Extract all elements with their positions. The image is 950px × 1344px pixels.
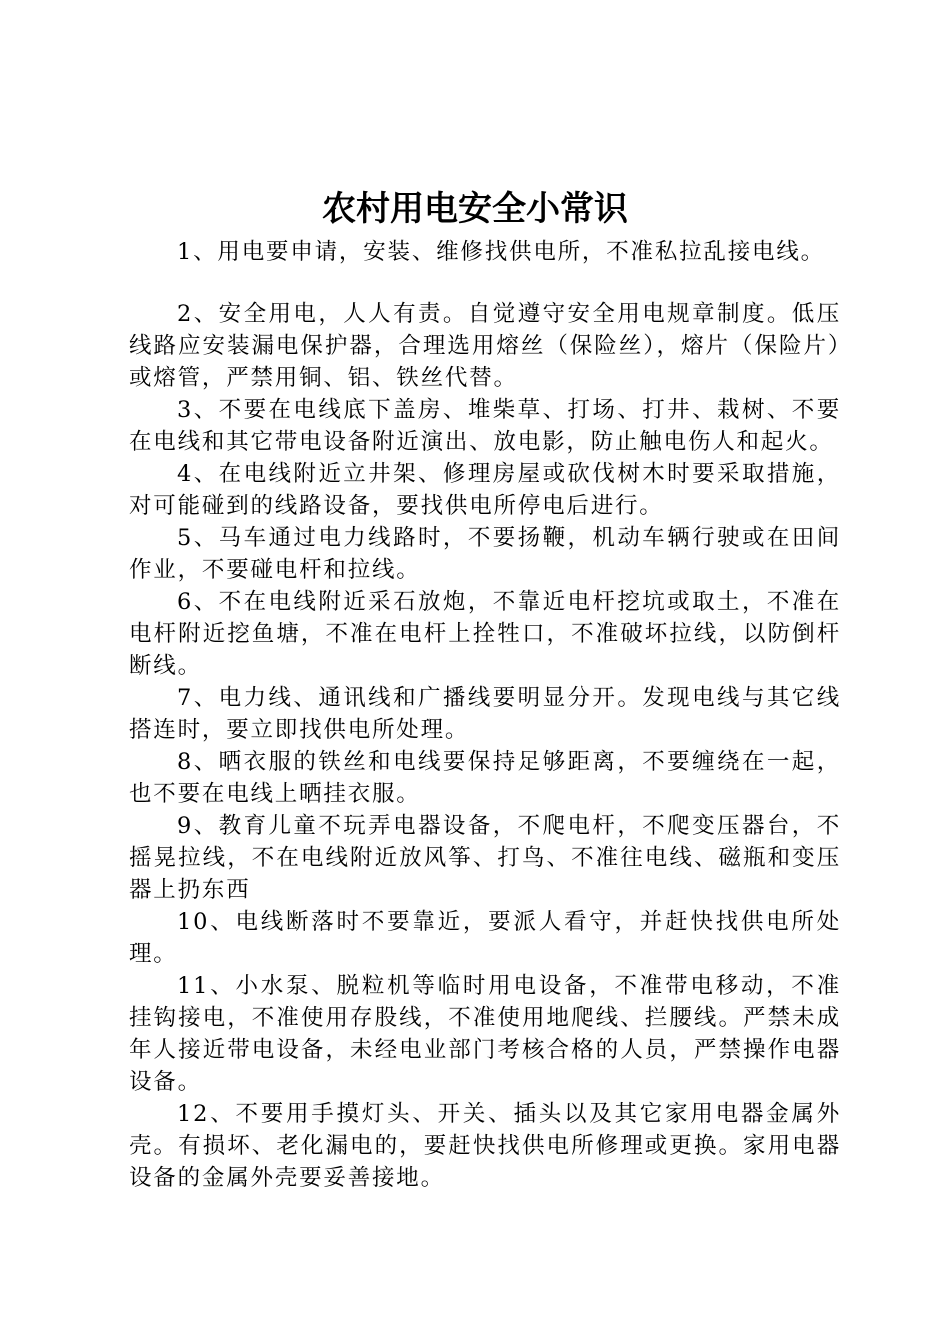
paragraph-7: 7、电力线、通讯线和广播线要明显分开。发现电线与其它线搭连时，要立即找供电所处理。 [129, 685, 841, 743]
paragraph-8: 8、晒衣服的铁丝和电线要保持足够距离，不要缠绕在一起，也不要在电线上晒挂衣服。 [129, 749, 841, 807]
paragraph-9: 9、教育儿童不玩弄电器设备，不爬电杆，不爬变压器台，不摇晃拉线，不在电线附近放风筝、打鸟、不准往电线、磁瓶和变压器上扔东西 [129, 813, 841, 903]
paragraph-6: 6、不在电线附近采石放炮，不靠近电杆挖坑或取土，不准在电杆附近挖鱼塘，不准在电杆上拴牲口，不准破坏拉线，以防倒杆断线。 [129, 589, 841, 679]
paragraph-2: 2、安全用电，人人有责。自觉遵守安全用电规章制度。低压线路应安装漏电保护器，合理选用熔丝（保险丝），熔片（保险片）或熔管，严禁用铜、铝、铁丝代替。 [129, 301, 841, 391]
paragraph-5: 5、马车通过电力线路时，不要扬鞭，机动车辆行驶或在田间作业，不要碰电杆和拉线。 [129, 525, 841, 583]
paragraph-10: 10、电线断落时不要靠近，要派人看守，并赶快找供电所处理。 [129, 909, 841, 967]
document-body [129, 236, 841, 1194]
paragraph-1: 1、用电要申请，安装、维修找供电所，不准私拉乱接电线。 [177, 239, 825, 265]
paragraph-12: 12、不要用手摸灯头、开关、插头以及其它家用电器金属外壳。有损坏、老化漏电的，要赶快找供电所修理或更换。家用电器设备的金属外壳要妥善接地。 [129, 1101, 841, 1191]
paragraph-3: 3、不要在电线底下盖房、堆柴草、打场、打井、栽树、不要在电线和其它带电设备附近演出、放电影，防止触电伤人和起火。 [129, 397, 841, 455]
paragraph-11: 11、小水泵、脱粒机等临时用电设备，不准带电移动，不准挂钩接电，不准使用存股线，不准使用地爬线、拦腰线。严禁未成年人接近带电设备，未经电业部门考核合格的人员，严禁操作电器设备。 [129, 973, 841, 1095]
page-title: 农村用电安全小常识 [322, 189, 628, 229]
paragraph-4: 4、在电线附近立井架、修理房屋或砍伐树木时要采取措施，对可能碰到的线路设备，要找供电所停电后进行。 [129, 461, 841, 519]
